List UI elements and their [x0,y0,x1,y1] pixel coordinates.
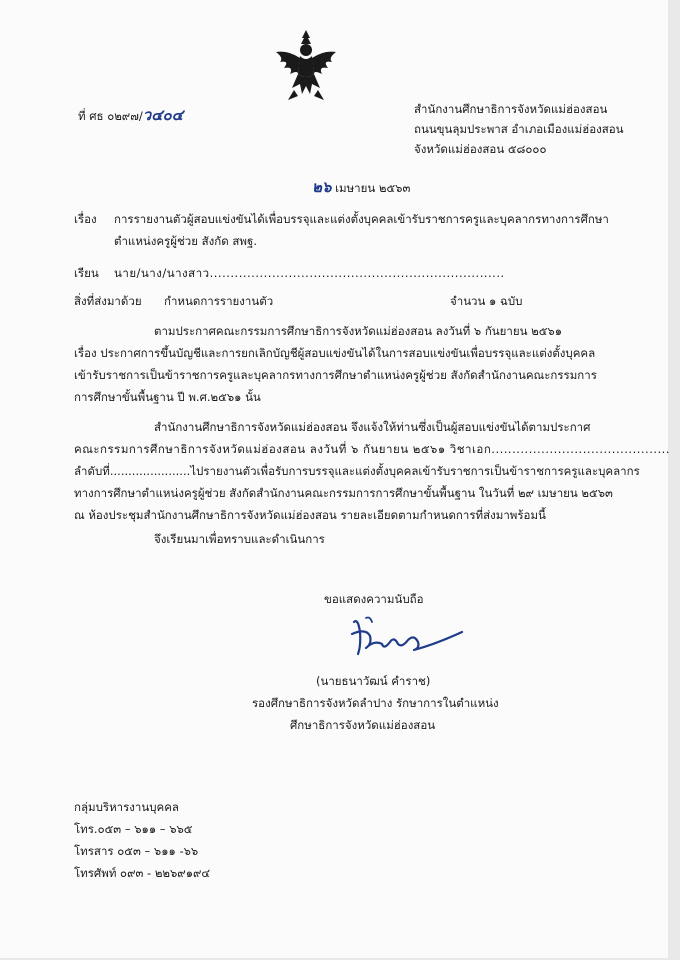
sender-address-line-2: ถนนขุนลุมประพาส อำเภอเมืองแม่ฮ่องสอน [414,122,624,136]
to-recipient: นาย/นาง/นางสาว....................................................................... [114,266,505,280]
para1-line-4: การศึกษาขั้นพื้นฐาน ปี พ.ศ.๒๕๖๑ นั้น [74,390,261,404]
para2-line-4: ทางการศึกษาตำแหน่งครูผู้ช่วย สังกัดสำนักงานคณะกรรมการการศึกษาขั้นพื้นฐาน ในวันที่ ๒๙ เมษายน ๒๕๖๓ [74,486,613,500]
subject-label: เรื่อง [74,212,97,226]
date-day-handwritten: ๒๖ [312,178,332,196]
signer-title-1: รองศึกษาธิการจังหวัดลำปาง รักษาการในตำแหน่ง [252,696,499,710]
contact-department: กลุ่มบริหารงานบุคคล [74,800,179,814]
contact-fax: โทรสาร ๐๕๓ – ๖๑๑ -๖๖ [74,844,199,858]
subject-line-1: การรายงานตัวผู้สอบแข่งขันได้เพื่อบรรจุและแต่งตั้งบุคคลเข้ารับราชการครูและบุคลากรทางการศึกษา [114,212,609,226]
subject-line-2: ตำแหน่งครูผู้ช่วย สังกัด สพฐ. [114,234,257,248]
para1-line-2: เรื่อง ประกาศการขึ้นบัญชีและการยกเลิกบัญชีผู้สอบแข่งขันได้ในการสอบแข่งขันเพื่อบรรจุและแต่งตั้งบุคคล [74,346,596,360]
signer-name: (นายธนาวัฒน์ คำราช) [316,674,431,688]
sender-address-line-3: จังหวัดแม่ฮ่องสอน ๕๘๐๐๐ [414,142,547,156]
sender-address-line-1: สำนักงานศึกษาธิการจังหวัดแม่ฮ่องสอน [414,102,608,116]
to-label: เรียน [74,266,99,280]
reference-number [78,108,183,123]
contact-telephone: โทร.๐๕๓ – ๖๑๑ – ๖๖๕ [74,822,193,836]
garuda-emblem-icon [270,28,342,102]
letter-date [312,180,410,195]
closing-text: ขอแสดงความนับถือ [324,592,424,606]
enclosure-label: สิ่งที่ส่งมาด้วย [74,294,142,308]
para2-line-1: สำนักงานศึกษาธิการจังหวัดแม่ฮ่องสอน จึงแจ้งให้ท่านซึ่งเป็นผู้สอบแข่งขันได้ตามประกาศ [154,420,591,434]
reference-handwritten: ว๔๐๔ [142,106,184,124]
para2-line-2: คณะกรรมการศึกษาธิการจังหวัดแม่ฮ่องสอน ลงวันที่ ๖ กันยายน ๒๕๖๑ วิชาเอก........................................... [74,442,670,456]
signature-icon [348,614,466,660]
para1-line-3: เข้ารับราชการเป็นข้าราชการครูและบุคลากรทางการศึกษาตำแหน่งครูผู้ช่วย สังกัดสำนักงานคณะกรรมการ [74,368,597,382]
para3-line: จึงเรียนมาเพื่อทราบและดำเนินการ [154,532,325,546]
para2-line-5: ณ ห้องประชุมสำนักงานศึกษาธิการจังหวัดแม่ฮ่องสอน รายละเอียดตามกำหนดการที่ส่งมาพร้อมนี้ [74,508,546,522]
signer-title-2: ศึกษาธิการจังหวัดแม่ฮ่องสอน [290,718,436,732]
enclosure-count: จำนวน ๑ ฉบับ [450,294,523,308]
reference-prefix: ที่ ศธ ๐๒๙๗/ [78,109,143,123]
para2-line-3: ลำดับที่......................ไปรายงานตัวเพื่อรับการบรรจุและแต่งตั้งบุคคลเข้ารับราชการเป็นข้าราชการครูและบุคลากร [74,464,640,478]
para1-line-1: ตามประกาศคณะกรรมการศึกษาธิการจังหวัดแม่ฮ่องสอน ลงวันที่ ๖ กันยายน ๒๕๖๑ [154,324,562,338]
date-month-year: เมษายน ๒๕๖๓ [335,181,411,195]
enclosure-text: กำหนดการรายงานตัว [164,294,274,308]
contact-mobile: โทรศัพท์ ๐๙๓ - ๒๒๖๙๑๙๔ [74,866,211,880]
